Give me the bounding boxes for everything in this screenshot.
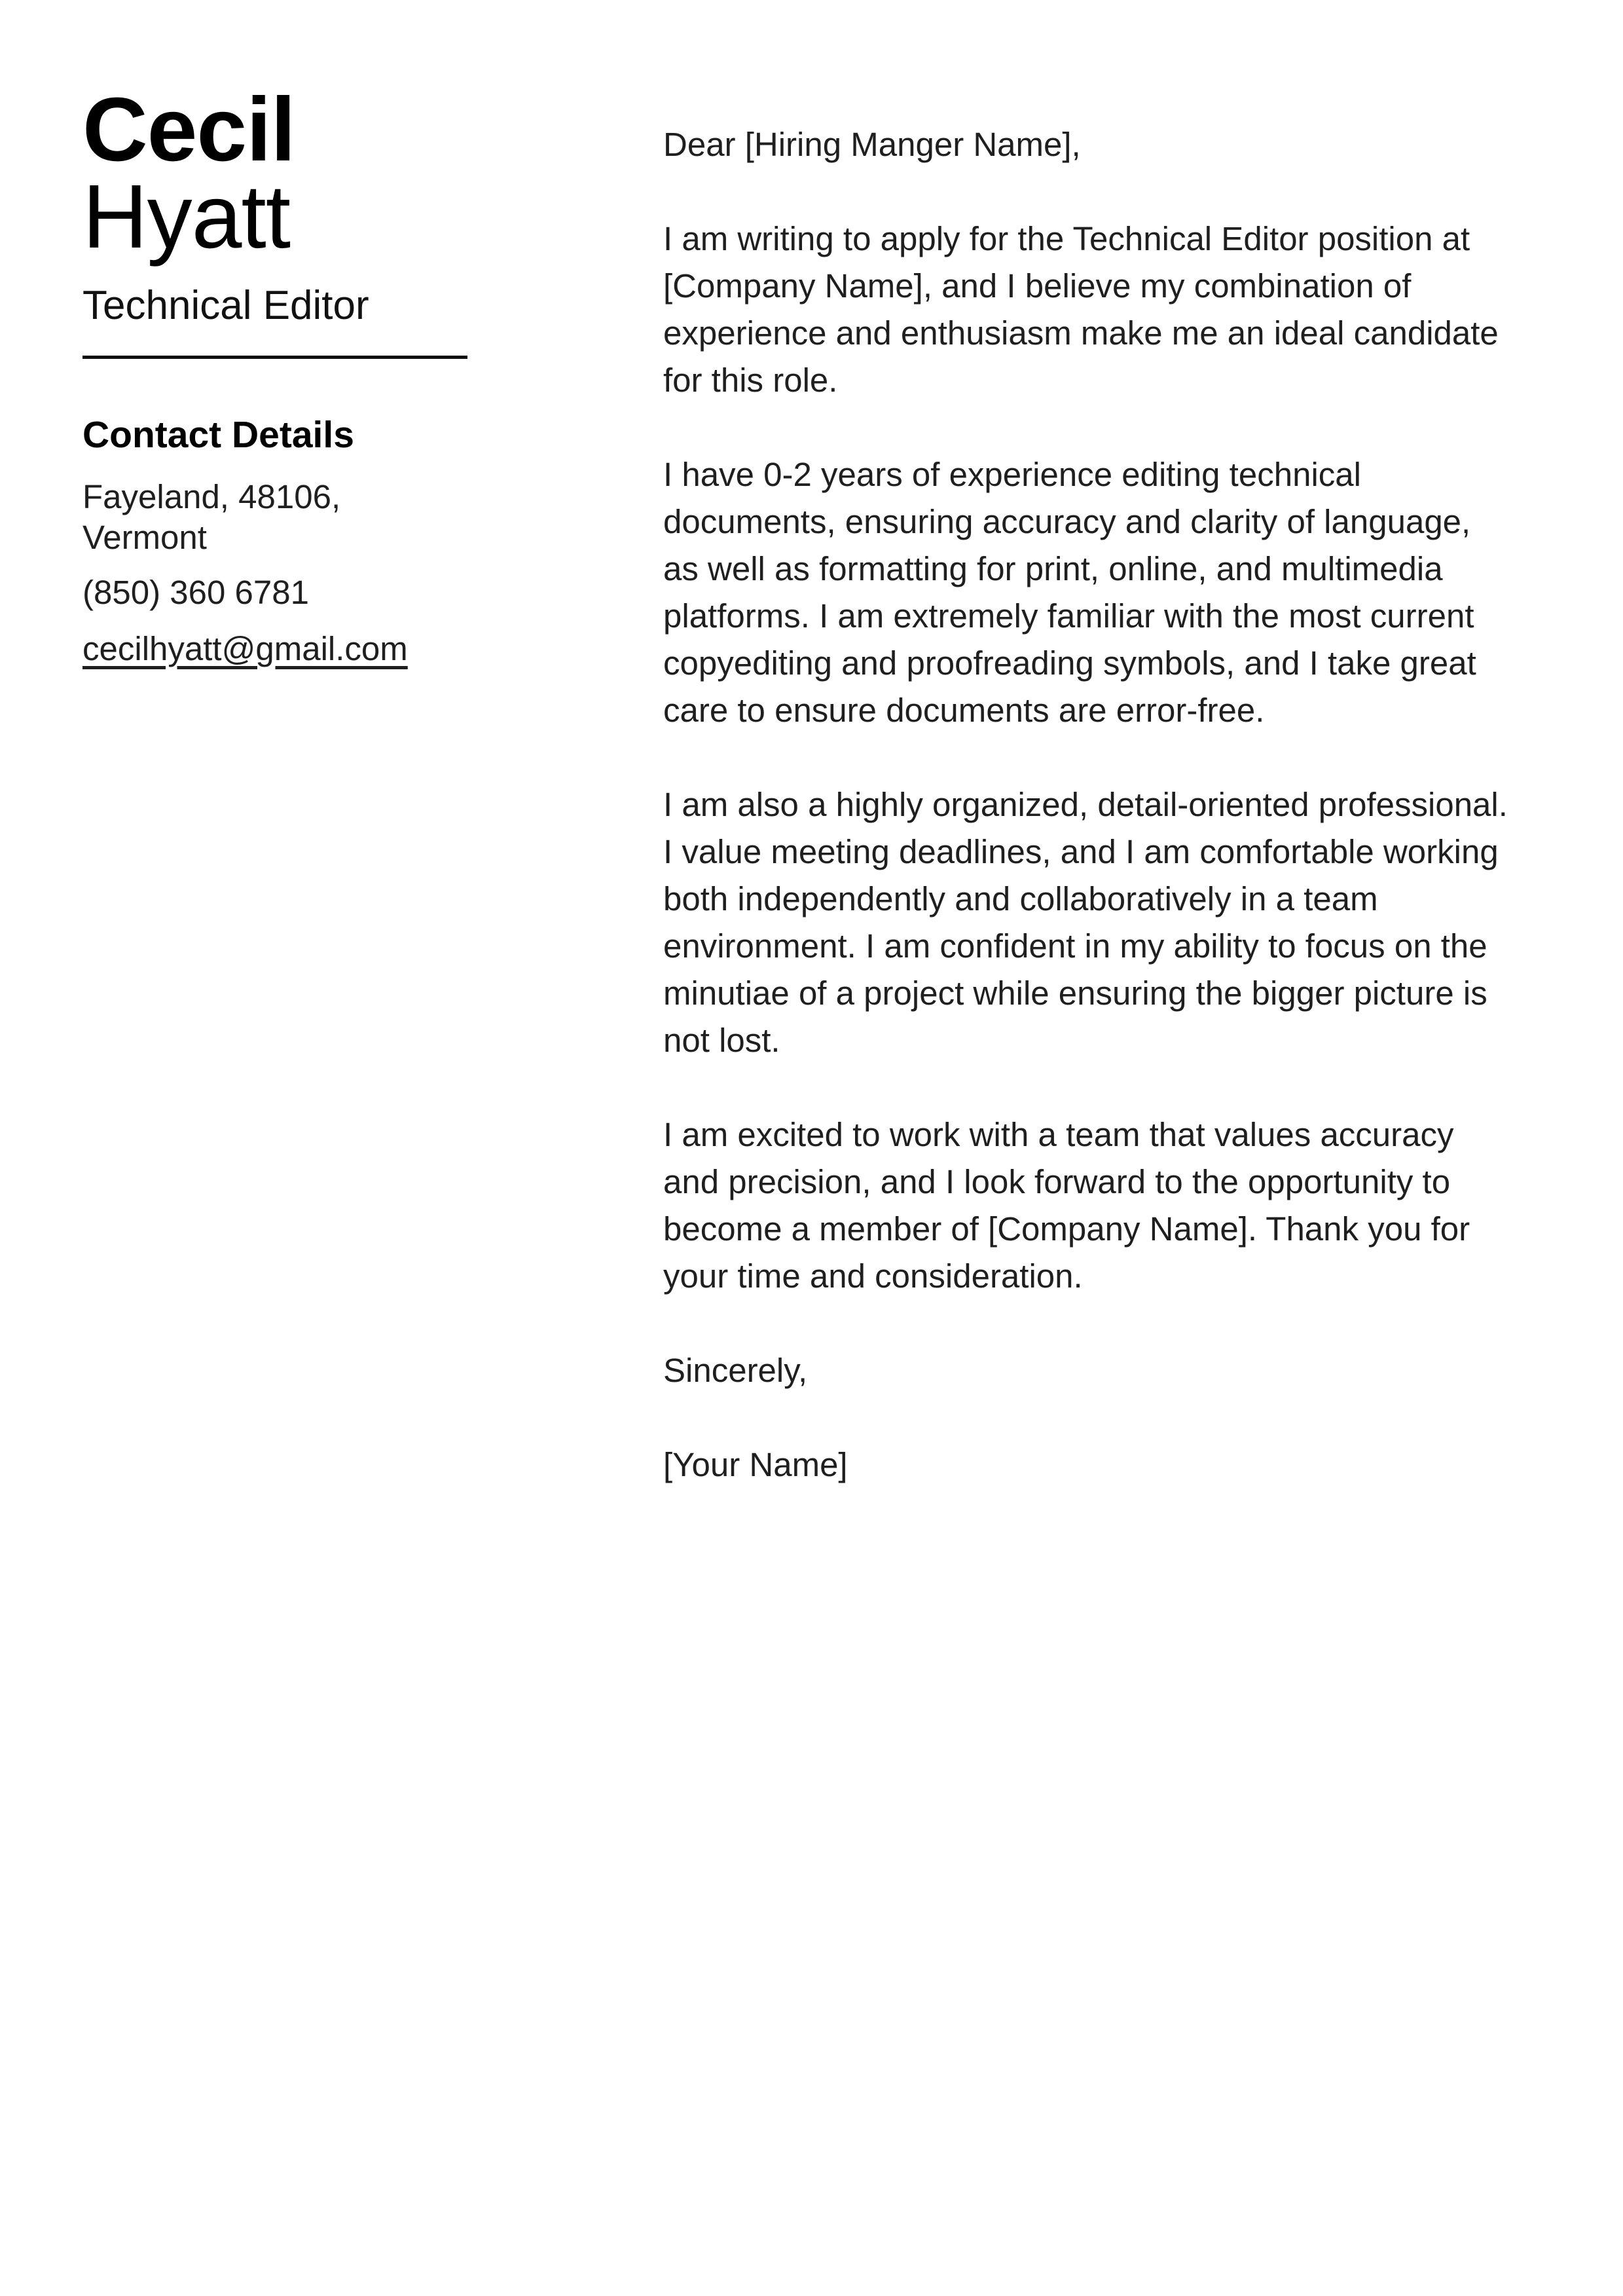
closing: Sincerely, bbox=[663, 1352, 808, 1389]
sidebar bbox=[82, 0, 469, 669]
contact-address: Fayeland, 48106, Vermont bbox=[82, 478, 341, 556]
signature: [Your Name] bbox=[663, 1446, 848, 1483]
contact-details-heading: Contact Details bbox=[82, 414, 354, 456]
salutation: Dear [Hiring Manger Name], bbox=[663, 126, 1081, 163]
contact-phone: (850) 360 6781 bbox=[82, 574, 309, 611]
letter-paragraph-4: I am excited to work with a team that values accuracy and precision, and I look forward to the opportunity to become a member of [Company Name]. Thank you for your time and consideration. bbox=[663, 1116, 1470, 1295]
candidate-name bbox=[82, 79, 469, 267]
divider-line bbox=[82, 356, 467, 359]
job-title: Technical Editor bbox=[82, 283, 369, 328]
candidate-last-name: Hyatt bbox=[82, 166, 291, 267]
letter-paragraph-2: I have 0-2 years of experience editing technical documents, ensuring accuracy and clarity of language, as well as formatting for print, online, and multimedia platforms. I am extremely familiar with the most current copyediting and proofreading symbols, and I take great care to ensure documents are error-free. bbox=[663, 456, 1476, 729]
candidate-first-name: Cecil bbox=[82, 79, 295, 180]
letter-body bbox=[663, 0, 1514, 1536]
letter-paragraph-1: I am writing to apply for the Technical Editor position at [Company Name], and I believe my combination of experience and enthusiasm make me an ideal candidate for this role. bbox=[663, 220, 1499, 399]
contact-email-link[interactable]: cecilhyatt@gmail.com bbox=[82, 630, 408, 667]
letter-paragraph-3: I am also a highly organized, detail-oriented professional. I value meeting deadlines, and I am comfortable working both independently and collaboratively in a team environment. I am confident in my ability to focus on the minutiae of a project while ensuring the bigger picture is not lost. bbox=[663, 786, 1508, 1059]
